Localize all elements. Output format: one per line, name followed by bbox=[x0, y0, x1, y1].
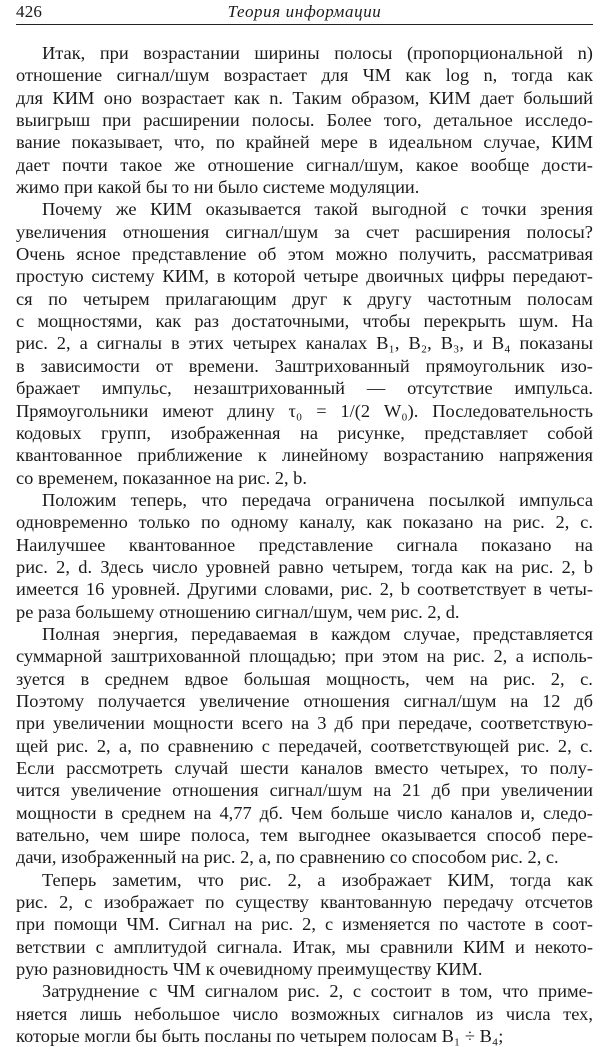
text-line-content: с мощностями, как раз достаточными, чтобы перекрыть шум. На bbox=[16, 311, 593, 332]
text-line-content: рис. 2, c изображает по существу квантованную передачу отсчетов bbox=[16, 892, 593, 913]
page-header bbox=[16, 0, 593, 25]
text-line bbox=[16, 489, 593, 511]
text-line-content: Прямоугольники имеют длину τ₀ = 1/(2 W₀). Последовательность bbox=[16, 400, 593, 421]
text-line bbox=[16, 913, 593, 935]
text-line-content: рис. 2, d. Здесь число уровней равно четырем, тогда как на рис. 2, b bbox=[16, 556, 593, 577]
text-line bbox=[16, 578, 593, 600]
text-line-content: ся по четырем прилагающим друг к другу частотным полосам bbox=[16, 288, 593, 309]
text-line-content: которые могли бы быть посланы по четырем полосам B₁ ÷ B₄; bbox=[16, 1026, 504, 1047]
paragraph bbox=[16, 198, 593, 488]
paragraph bbox=[16, 623, 593, 869]
text-line-content: жимо при какой бы то ни было системе модуляции. bbox=[16, 177, 420, 198]
text-line-content: ре раза большему отношению сигнал/шум, чем рис. 2, d. bbox=[16, 601, 460, 622]
text-line-content: Если рассмотреть случай шести каналов вместо четырех, то полу- bbox=[16, 758, 593, 778]
text-line-content: Полная энергия, передаваемая в каждом случае, представляется bbox=[42, 623, 593, 644]
text-line-content: няется лишь небольшое число возможных сигналов из числа тех, bbox=[16, 1003, 593, 1024]
text-line bbox=[16, 1003, 593, 1025]
text-line bbox=[16, 310, 593, 332]
text-line bbox=[16, 824, 593, 846]
text-line bbox=[16, 846, 593, 868]
text-line-content: квантованное приближение к линейному возрастанию напряжения bbox=[16, 445, 593, 466]
text-line-content: выигрыш при расширении полосы. Более того, детальное исследо- bbox=[16, 110, 593, 131]
text-line bbox=[16, 355, 593, 377]
text-line-content: Теперь заметим, что рис. 2, a изображает КИМ, тогда как bbox=[42, 869, 593, 890]
text-line-content: простую систему КИМ, в которой четыре двоичных цифры передают- bbox=[16, 266, 593, 287]
text-line bbox=[16, 757, 593, 779]
text-line-content: вательно, чем шире полоса, тем выгоднее оказывается способ пере- bbox=[16, 825, 593, 846]
text-line-content: увеличения отношения сигнал/шум за счет расширения полосы? bbox=[16, 221, 593, 242]
text-line-content: Очень ясное представление об этом можно получить, рассматривая bbox=[16, 244, 593, 265]
text-line bbox=[16, 958, 593, 980]
text-line-content: Затруднение с ЧМ сигналом рис. 2, c состоит в том, что приме- bbox=[42, 981, 593, 1002]
text-line-content: рую разновидность ЧМ к очевидному преимуществу КИМ. bbox=[16, 959, 483, 980]
text-line bbox=[16, 802, 593, 824]
text-line-content: щей рис. 2, a, по сравнению с передачей, соответствующей рис. 2, c. bbox=[16, 735, 593, 756]
paragraph bbox=[16, 980, 593, 1047]
text-line-content: в зависимости от времени. Заштрихованный прямоугольник изо- bbox=[16, 355, 593, 376]
text-line bbox=[16, 712, 593, 734]
text-line bbox=[16, 377, 593, 399]
text-line bbox=[16, 668, 593, 690]
text-line-content: кодовых групп, изображенная на рисунке, представляет собой bbox=[16, 422, 593, 443]
text-line-content: дачи, изображенный на рис. 2, a, по сравнению со способом рис. 2, c. bbox=[16, 847, 559, 868]
text-line bbox=[16, 198, 593, 220]
text-line bbox=[16, 265, 593, 287]
text-line-content: Поэтому получается увеличение отношения сигнал/шум на 12 дб bbox=[16, 690, 593, 711]
text-line bbox=[16, 1025, 593, 1047]
text-line bbox=[16, 556, 593, 578]
text-line bbox=[16, 176, 593, 198]
page-number: 426 bbox=[16, 2, 43, 21]
text-line bbox=[16, 690, 593, 712]
text-line-content: суммарной заштрихованной площадью; при этом на рис. 2, a исполь- bbox=[16, 646, 593, 667]
text-line-content: ветствии с амплитудой сигнала. Итак, мы сравнили КИМ и некото- bbox=[16, 936, 593, 957]
text-line bbox=[16, 42, 593, 64]
text-line bbox=[16, 444, 593, 466]
text-line bbox=[16, 623, 593, 645]
text-line bbox=[16, 601, 593, 623]
text-line-content: отношение сигнал/шум возрастает для ЧМ как log n, тогда как bbox=[16, 65, 593, 86]
text-line-content: со временем, показанное на рис. 2, b. bbox=[16, 467, 307, 488]
text-line-content: одновременно только по одному каналу, как показано на рис. 2, c. bbox=[16, 512, 593, 533]
text-line-content: Почему же КИМ оказывается такой выгодной с точки зрения bbox=[42, 199, 593, 220]
text-line bbox=[16, 64, 593, 86]
running-title: Теория информации bbox=[227, 2, 382, 21]
text-line bbox=[16, 735, 593, 757]
text-line bbox=[16, 779, 593, 801]
text-line-content: мощности в среднем на 4,77 дб. Чем больше число каналов и, следо- bbox=[16, 802, 593, 823]
text-line bbox=[16, 243, 593, 265]
paragraph bbox=[16, 489, 593, 623]
text-line bbox=[16, 422, 593, 444]
text-line bbox=[16, 869, 593, 891]
text-line-content: при помощи ЧМ. Сигнал на рис. 2, c изменяется по частоте в соот- bbox=[16, 914, 593, 935]
text-line bbox=[16, 891, 593, 913]
text-line-content: Итак, при возрастании ширины полосы (пропорциональной n) bbox=[42, 43, 593, 63]
text-line bbox=[16, 109, 593, 131]
text-line bbox=[16, 221, 593, 243]
text-line-content: рис. 2, a сигналы в этих четырех каналах B₁, B₂, B₃, и B₄ показаны bbox=[16, 333, 593, 354]
paragraph bbox=[16, 42, 593, 198]
text-line-content: Наилучшее квантованное представление сигнала показано на bbox=[16, 534, 593, 555]
text-line-content: бражает импульс, незаштрихованный — отсутствие импульса. bbox=[16, 378, 593, 399]
body-text bbox=[16, 42, 593, 1047]
text-line bbox=[16, 534, 593, 556]
text-line bbox=[16, 511, 593, 533]
text-line-content: вание показывает, что, по крайней мере в идеальном случае, КИМ bbox=[16, 132, 593, 153]
text-line-content: для КИМ оно возрастает как n. Таким образом, КИМ дает больший bbox=[16, 87, 593, 108]
text-line bbox=[16, 400, 593, 422]
text-line bbox=[16, 288, 593, 310]
text-line bbox=[16, 467, 593, 489]
text-line-content: имеется 16 уровней. Другими словами, рис. 2, b соответствует в четы- bbox=[16, 579, 593, 600]
paragraph bbox=[16, 869, 593, 981]
text-line bbox=[16, 332, 593, 354]
text-line bbox=[16, 87, 593, 109]
text-line bbox=[16, 645, 593, 667]
text-line-content: дает почти такое же отношение сигнал/шум, какое вообще дости- bbox=[16, 154, 593, 175]
text-line-content: чится увеличение отношения сигнал/шум на 21 дб при увеличении bbox=[16, 780, 593, 801]
text-line bbox=[16, 131, 593, 153]
text-line bbox=[16, 980, 593, 1002]
text-line-content: при увеличении мощности всего на 3 дб при передаче, соответствую- bbox=[16, 713, 593, 734]
text-line-content: Положим теперь, что передача ограничена посылкой импульса bbox=[42, 489, 593, 510]
text-line-content: зуется в среднем вдвое большая мощность, чем на рис. 2, c. bbox=[16, 668, 593, 689]
text-line bbox=[16, 936, 593, 958]
text-line bbox=[16, 154, 593, 176]
